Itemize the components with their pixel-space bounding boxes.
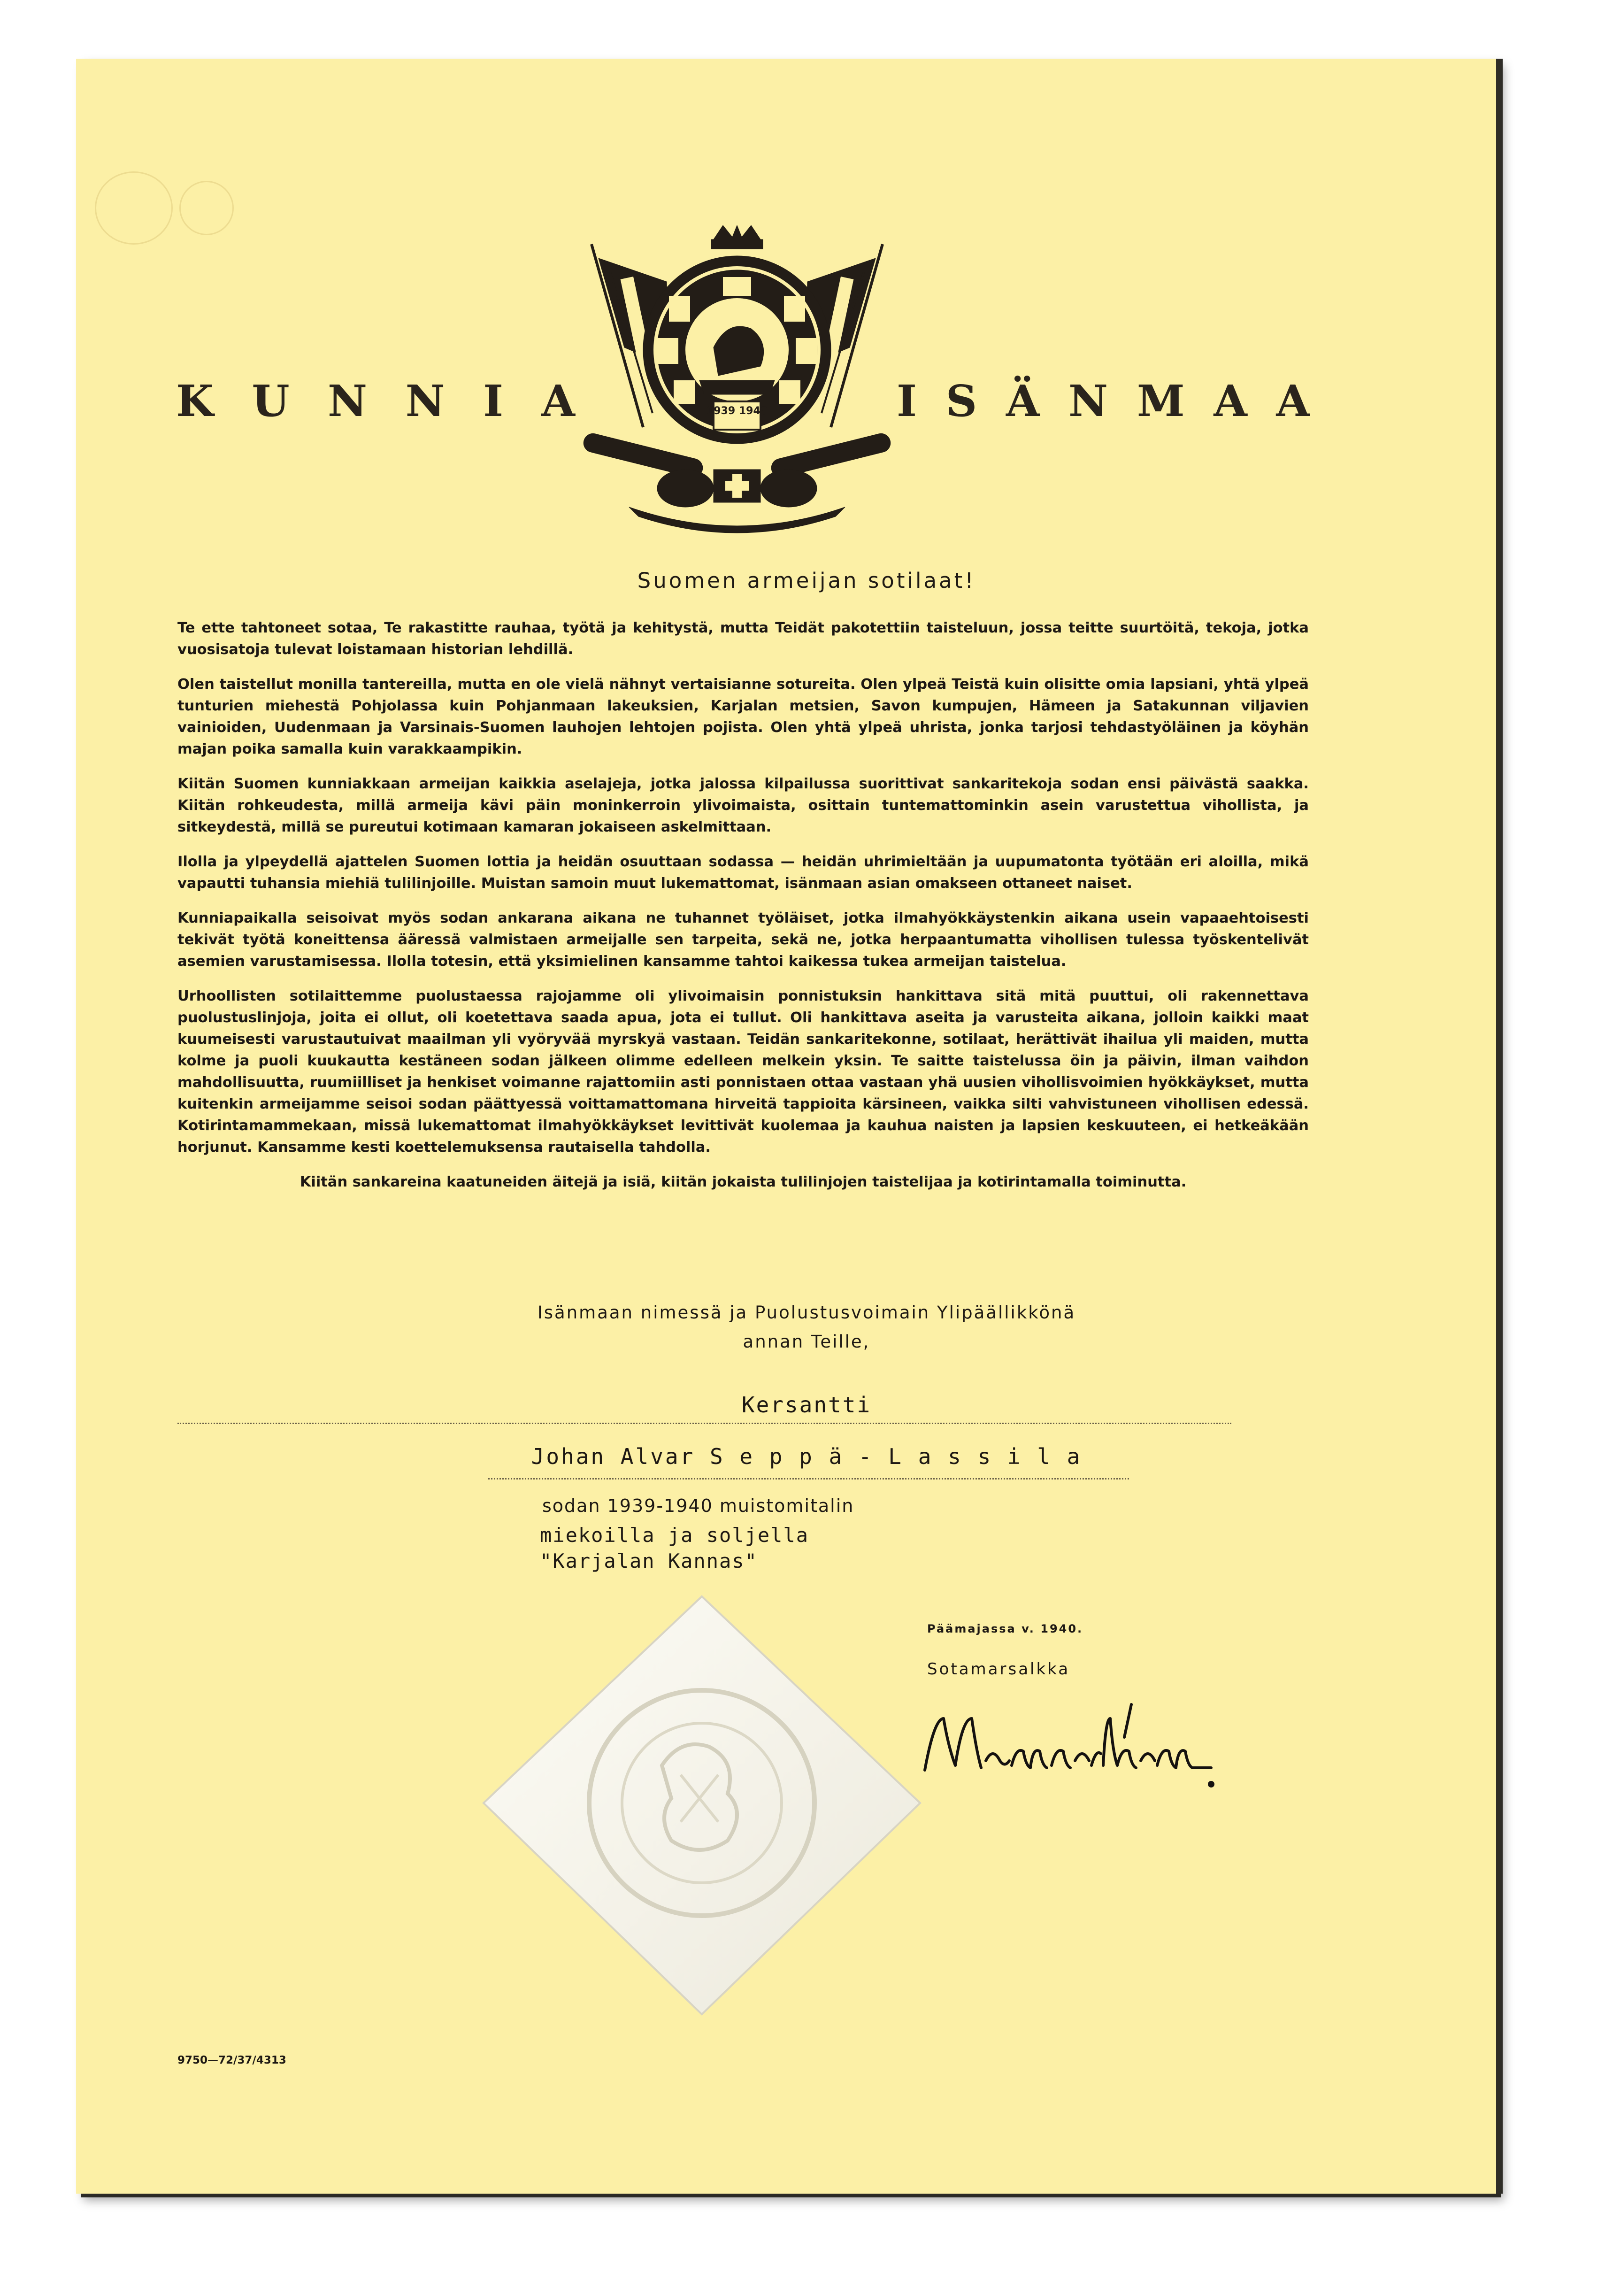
- header-letter: A: [1214, 376, 1247, 426]
- header-letter: U: [252, 376, 290, 426]
- header-letter: N: [405, 376, 445, 426]
- header-letter: M: [1137, 376, 1185, 426]
- header-word-isanmaa: [897, 376, 1310, 426]
- coat-of-arms-emblem-icon: [573, 225, 901, 535]
- sheet-edge-shadow: [1496, 59, 1503, 2194]
- body-paragraph: Urhoollisten sotilaittemme puolustaessa rajojamme oli ylivoimaisin ponnistuksin hankittava sitä mitä puuttui, oli rakennettava puolustuslinjoja, joita ei ollut, oli koetettava saada apua, jota ei tullut. Oli hankittava aseita ja varusteita aikana, jolloin kaikki maat kuumeisesti varustautuivat maailman yli vyöryvää myrskyä vastaan. Teidän sankaritekonne, sotilaat, herättivät ihailua yli maiden, mutta kolme ja puoli kuukautta kestäneen sodan jälkeen olimme edelleen melkein yksin. Te saitte taistelussa öin ja päivin, ilman vaihdon mahdollisuutta, ruumiilliset ja henkiset voimanne rajattomiin asti ponnistaen ottaa vastaan yhä uusien vihollisvoimien hyökkäykset, mutta kuitenkin armeijamme seisoi sodan päättyessä voittamattomana hirveitä tappioita kärsineen, vaikka silti vahvistuneen vihollisen edessä. Kotirintamammekaan, missä lukemattomat ilmahyökkäykset levittivät kuolemaa ja kauhua naisten ja lapsien keskuuteen, ei hetkeäkään horjunut. Kansamme kesti koettelemuksensa rautaisella tahdolla.: [177, 988, 1309, 1156]
- body-paragraph: Kiitän Suomen kunniakkaan armeijan kaikkia aselajeja, jotka jalossa kilpailussa suorittivat sankaritekoja sodan ensi päivästä saakka. Kiitän rohkeudesta, millä armeija kävi päin moninkerroin ylivoimaista, osittain tuntemattominkin asein varustettua vihollista, ja sitkeydestä, millä se pureutui kotimaan kamaran jokaiseen askelmittaan.: [177, 776, 1309, 835]
- place-and-date: Päämajassa v. 1940.: [927, 1622, 1083, 1635]
- header-letter: I: [897, 376, 917, 426]
- body-paragraph: Kunniapaikalla seisoivat myös sodan ankarana aikana ne tuhannet työläiset, jotka ilmahyökkäystenkin aikana usein vapaaehtoisesti tekivät työtä koneittensa ääressä valmistaen armeijalle sen tarpeita, sekä ne, jotka herpaantumatta vihollisen tulessa työskentelivät asemien varustamisessa. Ilolla totesin, että yksimielinen kansamme tahtoi kaikessa tukea armeijan taistelua.: [177, 910, 1309, 970]
- paper-stain: [179, 181, 234, 235]
- emblem-years: 1939 1940: [706, 405, 768, 417]
- header-letter: N: [328, 376, 368, 426]
- closing-line: Isänmaan nimessä ja Puolustusvoimain Ylipäällikkönä: [537, 1302, 1076, 1323]
- header-letter: N: [1068, 376, 1108, 426]
- paper-stain: [95, 171, 173, 245]
- award-clasp: "Karjalan Kannas": [540, 1549, 758, 1572]
- header-letter: Ä: [1006, 376, 1040, 426]
- body-paragraph: Te ette tahtoneet sotaa, Te rakastitte rauhaa, työtä ja kehitystä, mutta Teidät pakotettiin taisteluun, jossa teitte suurtöitä, tekoja, jotka vuosisatoja tulevat loistamaan historian lehdillä.: [177, 620, 1309, 658]
- recipient-name: Johan Alvar S e p p ä - L a s s i l a: [531, 1444, 1082, 1469]
- header-letter: I: [483, 376, 504, 426]
- body-paragraph: Olen taistellut monilla tantereilla, mutta en ole vielä nähnyt vertaisianne sotureita. Olen ylpeä Teistä kuin olisitte omia lapsiani, yhtä ylpeä tunturien miehestä Pohjolassa kuin Pohjanmaan lakeuksien, Karjalan metsien, Savon kumpujen, Hämeen ja Satakunnan viljavien vainioiden, Uudenmaan ja Varsinais-Suomen lauhojen lehtojen pojista. Olen yhtä ylpeä uhrista, jonka tarjosi tehdastyöläinen ja köyhän majan poika samalla kuin varakkaampikin.: [177, 676, 1309, 757]
- header-letter: A: [1276, 376, 1310, 426]
- embossed-lion-seal-icon: [437, 1540, 976, 2080]
- dotted-divider: [488, 1478, 1129, 1479]
- body-paragraph: Ilolla ja ylpeydellä ajattelen Suomen lottia ja heidän osuuttaan sodassa — heidän uhrimieltään ja uupumatonta työtään eri aloilla, mikä vapautti tuhansia miehiä tulilinjoille. Muistan samoin muut lukemattomat, isänmaan asian omakseen ottaneet naiset.: [177, 854, 1309, 892]
- award-description: sodan 1939-1940 muistomitalin: [542, 1495, 854, 1516]
- certificate-title: Suomen armeijan sotilaat!: [637, 568, 976, 593]
- proclamation-body: [177, 617, 1309, 1206]
- dotted-divider: [177, 1423, 1231, 1424]
- header-word-kunnia: [176, 376, 575, 426]
- header-letter: A: [541, 376, 575, 426]
- closing-line: annan Teille,: [743, 1332, 870, 1352]
- header-letter: K: [176, 376, 214, 426]
- recipient-rank: Kersantti: [741, 1392, 872, 1418]
- header-letter: S: [945, 376, 977, 426]
- signatory-title: Sotamarsalkka: [927, 1660, 1070, 1679]
- handwritten-signature: [911, 1690, 1221, 1794]
- print-code: 9750—72/37/4313: [177, 2054, 286, 2066]
- award-detail: miekoilla ja soljella: [540, 1524, 809, 1547]
- closing-statement: [0, 1298, 1613, 1356]
- body-paragraph: Kiitän sankareina kaatuneiden äitejä ja isiä, kiitän jokaista tulilinjojen taistelijaa ja kotirintamalla toiminutta.: [300, 1174, 1187, 1190]
